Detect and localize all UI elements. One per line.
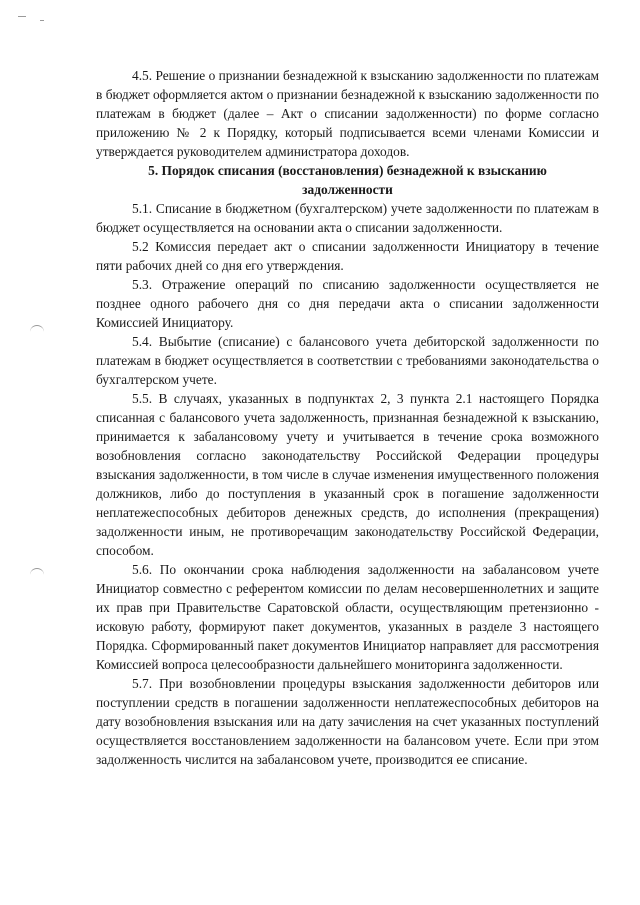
paragraph-5-3: 5.3. Отражение операций по списанию задолженности осуществляется не позднее одного рабочего дня со дня передачи акта о списании задолженности Комиссией Инициатору. (96, 277, 599, 330)
paragraph-5-6: 5.6. По окончании срока наблюдения задолженности на забалансовом учете Инициатор совместно с референтом комиссии по делам несовершеннолетних и защите их прав при Правительстве Саратовской области, осуществляющим претензионно - исковую работу, формируют пакет документов, указанных в разделе 3 настоящего Порядка. Сформированный пакет документов Инициатор направляет для рассмотрения Комиссией вопроса целесообразности дальнейшего мониторинга задолженности. (96, 562, 599, 672)
paragraph-5-4: 5.4. Выбытие (списание) с балансового учета дебиторской задолженности по платежам в бюджет осуществляется в соответствии с требованиями законодательства о бухгалтерском учете. (96, 334, 599, 387)
paragraph-4-5: 4.5. Решение о признании безнадежной к взысканию задолженности по платежам в бюджет оформляется актом о признании безнадежной к взысканию задолженности по платежам в бюджет (далее – Акт о списании задолженности) по форме согласно приложению № 2 к Порядку, который подписывается всеми членами Комиссии и утверждается руководителем администратора доходов. (96, 68, 599, 159)
scan-mark-top-left-2 (40, 20, 44, 21)
document-page (96, 66, 599, 769)
paragraph-5-7: 5.7. При возобновлении процедуры взыскания задолженности дебиторов или поступлении средств в погашении задолженности неплатежеспособных дебиторов на дату возобновления взыскания или на дату зачисления на счет указанных поступлений осуществляется восстановлением задолженности на балансовом учете. Если при этом задолженность числится на забалансовом учете, производится ее списание. (96, 676, 599, 767)
paragraph-5-5: 5.5. В случаях, указанных в подпунктах 2, 3 пункта 2.1 настоящего Порядка списанная с балансового учета задолженность, признанная безнадежной к взысканию, принимается к забалансовому учету и учитывается в течение срока возможного возобновления согласно законодательству Российской Федерации процедуры взыскания задолженности, в том числе в случае изменения имущественного положения должников, либо до поступления в указанный срок в погашение задолженности неплатежеспособных дебиторов денежных средств, до исполнения (прекращения) задолженности иным, не противоречащим законодательству Российской Федерации, способом. (96, 391, 599, 558)
margin-mark-1 (30, 325, 44, 332)
paragraph-5-1: 5.1. Списание в бюджетном (бухгалтерском) учете задолженности по платежам в бюджет осуществляется на основании акта о списании задолженности. (96, 201, 599, 235)
margin-mark-2 (30, 568, 44, 575)
section-5-heading: 5. Порядок списания (восстановления) безнадежной к взысканию задолженности (148, 163, 547, 197)
scan-mark-top-left (18, 16, 26, 17)
paragraph-5-2: 5.2 Комиссия передает акт о списании задолженности Инициатору в течение пяти рабочих дней со дня его утверждения. (96, 239, 599, 273)
